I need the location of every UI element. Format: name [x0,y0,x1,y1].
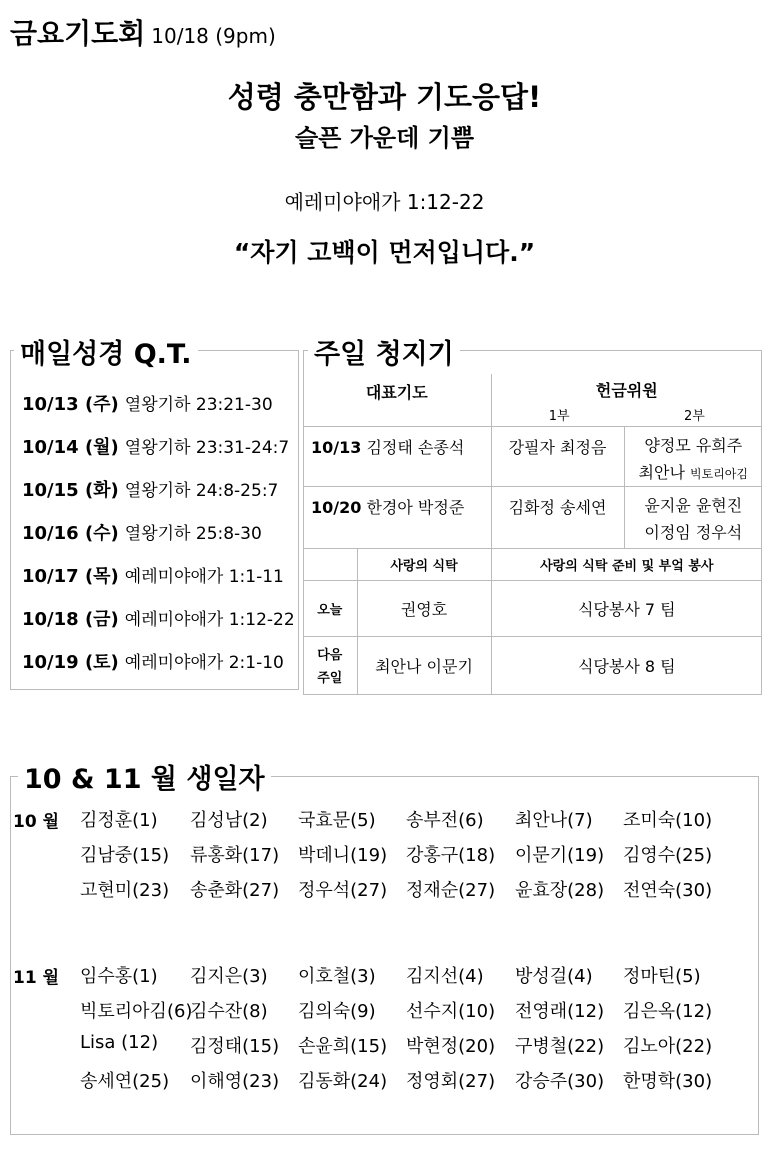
birthday-person: 김정훈(1) [80,810,158,831]
birthday-person: 김영수(25) [623,845,713,866]
love-table-header: 사랑의 식탁 [390,558,458,574]
birthday-person: 구병철(22) [515,1036,605,1057]
birthday-person: 송부전(6) [406,810,484,831]
qt-date: 10/14 (월) [22,437,119,458]
birthday-person: 강승주(30) [515,1071,605,1092]
birthday-person: 조미숙(10) [623,810,713,831]
qt-row [22,433,289,459]
service-date: 10/18 (9pm) [151,24,276,48]
qt-ref: 열왕기하 23:21-30 [124,395,273,415]
qt-row [22,605,295,631]
birthday-person: 이해영(23) [190,1071,280,1092]
first-service-names: 강필자 최정음 [491,426,624,486]
sermon-scripture: 예레미야애가 1:12-22 [284,190,485,214]
birthday-person: 최안나(7) [515,810,593,831]
sermon-subtitle: 슬픈 가운데 기쁨 [295,124,474,152]
second-service-names: 윤지윤 윤현진 [644,495,743,515]
birthday-person: 송세연(25) [80,1071,170,1092]
birthday-person: 선수지(10) [406,1001,496,1022]
birthday-person: 김지선(4) [406,966,484,987]
birthday-person: 윤효장(28) [515,880,605,901]
second-service-names: 최안나 [638,462,685,482]
birthday-person: 김동화(24) [298,1071,388,1092]
birthday-person: 김정태(15) [190,1036,280,1057]
next-team: 식당봉사 8 팀 [491,636,762,694]
second-service-names: 양정모 유희주 [644,435,743,455]
birthday-person: 김수잔(8) [190,1001,268,1022]
second-service-names: 빅토리아김 [690,466,748,481]
qt-row [22,390,273,416]
qt-date: 10/18 (금) [22,609,119,630]
today-label: 오늘 [317,602,343,618]
page-title [10,12,276,52]
birthday-person: 김은옥(12) [623,1001,713,1022]
birthday-person: 정마틴(5) [623,966,701,987]
today-name: 권영호 [357,580,491,636]
prayer-names: 김정태 손종석 [366,437,465,457]
page-title-text: 금요기도회 [10,17,146,50]
birthday-person: 고현미(23) [80,880,170,901]
birthday-person: 강홍구(18) [406,845,496,866]
birthday-person: 김지은(3) [190,966,268,987]
qt-ref: 열왕기하 25:8-30 [124,524,262,544]
birthday-person: 박현정(20) [406,1036,496,1057]
birthday-person: 김노아(22) [623,1036,713,1057]
qt-title: 매일성경 Q.T. [14,332,198,371]
birthday-person: 김의숙(9) [298,1001,376,1022]
prayer-header: 대표기도 [365,383,428,402]
weekly-title: 주일 청지기 [308,332,460,371]
sermon-quote: “자기 고백이 먼저입니다.” [233,238,536,267]
qt-date: 10/19 (토) [22,652,119,673]
birthday-person: 전연숙(30) [623,880,713,901]
birthday-person: 빅토리아김(6) [80,1001,193,1022]
row-date: 10/20 [311,497,362,517]
next-label: 주일 [317,671,343,687]
birthday-person: 박데니(19) [298,845,388,866]
qt-date: 10/15 (화) [22,480,119,501]
birthday-person: 송춘화(27) [190,880,280,901]
qt-row [22,562,284,588]
first-service-names: 김화정 송세연 [491,486,624,548]
steward-table [303,374,762,694]
birthday-month-label: 11 월 [13,968,59,988]
birthday-person: 임수홍(1) [80,966,158,987]
today-team: 식당봉사 7 팀 [491,580,762,636]
qt-row [22,476,278,502]
birthday-person: 국효문(5) [298,810,376,831]
birthday-month-label: 10 월 [13,812,59,832]
qt-date: 10/16 (수) [22,523,119,544]
birthday-person: 류홍화(17) [190,845,280,866]
qt-ref: 열왕기하 23:31-24:7 [124,438,290,458]
qt-row [22,519,262,545]
birthday-person: Lisa (12) [80,1032,159,1053]
kitchen-service-header: 사랑의 식탁 준비 및 부엌 봉사 [540,558,714,574]
next-label: 다음 [317,648,343,664]
birthday-person: 정영회(27) [406,1071,496,1092]
birthday-person: 이호철(3) [298,966,376,987]
birthday-title: 10 & 11 월 생일자 [18,757,271,796]
birthday-person: 김남중(15) [80,845,170,866]
birthday-person: 정우석(27) [298,880,388,901]
birthday-person: 한명학(30) [623,1071,713,1092]
qt-ref: 열왕기하 24:8-25:7 [124,481,279,501]
second-service-names: 이정임 정우석 [644,522,743,542]
birthday-person: 손윤희(15) [298,1036,388,1057]
birthday-person: 김성남(2) [190,810,268,831]
birthday-person: 방성걸(4) [515,966,593,987]
row-date: 10/13 [311,437,362,457]
birthday-person: 정재순(27) [406,880,496,901]
sermon-title: 성령 충만함과 기도응답! [227,80,542,114]
qt-date: 10/17 (목) [22,566,119,587]
first-service-label: 1부 [548,409,570,424]
birthday-person: 이문기(19) [515,845,605,866]
qt-row [22,648,284,674]
qt-ref: 예레미야애가 2:1-10 [124,653,284,673]
qt-date: 10/13 (주) [22,394,119,415]
offering-header: 헌금위원 [595,381,658,400]
next-name: 최안나 이문기 [357,636,491,694]
qt-ref: 예레미야애가 1:1-11 [124,567,284,587]
prayer-names: 한경아 박정준 [366,497,465,517]
birthday-person: 전영래(12) [515,1001,605,1022]
second-service-label: 2부 [683,409,705,424]
qt-ref: 예레미야애가 1:12-22 [124,610,295,630]
